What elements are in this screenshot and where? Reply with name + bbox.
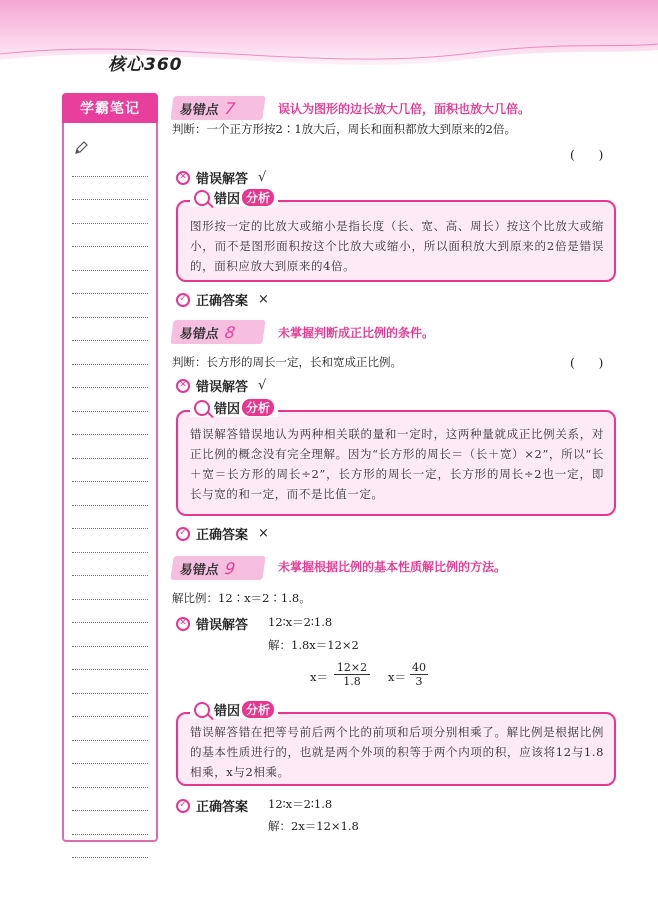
note-line — [72, 670, 148, 694]
note-line — [72, 365, 148, 389]
wrong-answer-row — [176, 614, 248, 633]
fraction-numerator: 12×2 — [336, 661, 368, 674]
correct-answer-row — [176, 796, 248, 815]
wrong-answer-label: 错误解答 — [196, 380, 249, 395]
correct-answer-value: × — [258, 526, 269, 541]
fraction-numerator: 40 — [412, 661, 426, 674]
note-line — [72, 341, 148, 365]
magnifier-icon — [194, 702, 210, 718]
wrong-x-icon: ✕ — [176, 379, 190, 393]
note-line — [72, 388, 148, 412]
correct-answer-row — [176, 290, 269, 309]
section-topic: 未掌握判断成正比例的条件。 — [278, 326, 435, 340]
magnifier-icon — [194, 400, 210, 416]
correct-answer-label: 正确答案 — [196, 294, 249, 309]
wrong-x-icon: ✕ — [176, 171, 190, 185]
problem-text: 解比例：12∶x＝2∶1.8。 — [172, 591, 311, 605]
wrong-fraction-1 — [334, 661, 370, 688]
wrong-step-1: 12∶x＝2∶1.8 — [268, 615, 333, 629]
note-line — [72, 271, 148, 295]
error-point-tag — [170, 556, 265, 580]
analysis-title-badge: 分析 — [242, 189, 274, 206]
note-line — [72, 482, 148, 506]
note-line — [72, 811, 148, 835]
correct-answer-row — [176, 524, 269, 543]
correct-answer-label: 正确答案 — [196, 800, 249, 815]
error-point-tag — [170, 320, 265, 344]
fraction-denominator: 1.8 — [334, 674, 370, 688]
tag-label: 易错点 — [178, 326, 220, 342]
correct-step-2: 解：2x＝12×1.8 — [268, 819, 359, 833]
analysis-box — [176, 712, 616, 786]
note-line — [72, 153, 148, 177]
answer-parentheses: ( ) — [570, 356, 604, 370]
correct-step-1: 12∶x＝2∶1.8 — [268, 797, 333, 811]
correct-check-icon: ✓ — [176, 527, 190, 541]
analysis-title-label: 错因 — [214, 704, 241, 719]
note-line — [72, 294, 148, 318]
answer-parentheses: ( ) — [570, 148, 604, 162]
correct-answer-value: × — [258, 292, 269, 307]
tag-number: 9 — [223, 558, 237, 578]
note-line — [72, 694, 148, 718]
sidebar-title: 学霸笔记 — [62, 93, 158, 123]
note-line — [72, 318, 148, 342]
note-line — [72, 247, 148, 271]
brand-logo: 核心360 — [108, 55, 183, 75]
wrong-answer-label: 错误解答 — [196, 172, 249, 187]
error-point-tag — [170, 96, 265, 120]
note-line — [72, 224, 148, 248]
note-line — [72, 435, 148, 459]
section-topic: 误认为图形的边长放大几倍，面积也放大几倍。 — [278, 102, 531, 116]
analysis-text: 图形按一定的比放大或缩小是指长度（长、宽、高、周长）按这个比放大或缩小，而不是图形面积按这个比放大或缩小，所以面积放大到原来的2倍是错误的，面积应放大到原来的4倍。 — [190, 219, 604, 273]
note-line — [72, 600, 148, 624]
note-line — [72, 623, 148, 647]
tag-label: 易错点 — [178, 562, 220, 578]
analysis-title — [190, 188, 278, 207]
note-line — [72, 553, 148, 577]
note-line — [72, 717, 148, 741]
wrong-x-icon: ✕ — [176, 617, 190, 631]
note-line — [72, 741, 148, 765]
wrong-answer-label: 错误解答 — [196, 618, 249, 633]
analysis-title-badge: 分析 — [242, 399, 274, 416]
tag-label: 易错点 — [178, 102, 220, 118]
note-line — [72, 506, 148, 530]
wrong-answer-value: √ — [258, 170, 267, 185]
tag-number: 7 — [223, 98, 237, 118]
analysis-title — [190, 700, 278, 719]
section-topic: 未掌握根据比例的基本性质解比例的方法。 — [278, 560, 507, 574]
correct-answer-label: 正确答案 — [196, 528, 249, 543]
wrong-frac-lead-1: x＝ — [310, 670, 328, 684]
analysis-text: 错误解答错误地认为两种相关联的量和一定时，这两种量就成正比例关系，对正比例的概念没有完全理解。因为“长方形的周长＝（长＋宽）×2”，所以“长＋宽＝长方形的周长÷2”，长方形的周长一定，长方形的周长÷2也一定，即长与宽的和一定，而不是比值一定。 — [190, 427, 604, 501]
problem-text: 判断：一个正方形按2∶1放大后，周长和面积都放大到原来的2倍。 — [172, 122, 516, 136]
analysis-title-badge: 分析 — [242, 701, 274, 718]
note-line — [72, 412, 148, 436]
correct-check-icon: ✓ — [176, 293, 190, 307]
wrong-answer-row — [176, 376, 266, 395]
analysis-title-label: 错因 — [214, 402, 241, 417]
header-banner — [0, 0, 658, 75]
analysis-box — [176, 200, 616, 282]
notes-sidebar — [62, 93, 158, 842]
magnifier-icon — [194, 190, 210, 206]
wrong-step-2: 解：1.8x＝12×2 — [268, 638, 359, 652]
note-line — [72, 835, 148, 859]
analysis-box — [176, 410, 616, 516]
note-line — [72, 459, 148, 483]
banner-wave-decoration — [0, 40, 658, 80]
wrong-fraction-2 — [410, 661, 428, 688]
note-line — [72, 177, 148, 201]
analysis-title-label: 错因 — [214, 192, 241, 207]
note-line — [72, 200, 148, 224]
problem-text: 判断：长方形的周长一定，长和宽成正比例。 — [172, 355, 402, 369]
analysis-title — [190, 398, 278, 417]
note-line — [72, 529, 148, 553]
fraction-denominator: 3 — [410, 674, 428, 688]
wrong-answer-row — [176, 168, 266, 187]
wrong-frac-lead-2: x＝ — [388, 670, 406, 684]
tag-number: 8 — [223, 322, 237, 342]
analysis-text: 错误解答错在把等号前后两个比的前项和后项分别相乘了。解比例是根据比例的基本性质进行的，也就是两个外项的积等于两个内项的积，应该将12与1.8相乘，x与2相乘。 — [190, 725, 604, 779]
note-line — [72, 647, 148, 671]
note-line — [72, 788, 148, 812]
note-line — [72, 764, 148, 788]
wrong-answer-value: √ — [258, 378, 267, 393]
note-lines — [72, 153, 148, 858]
note-line — [72, 576, 148, 600]
correct-check-icon: ✓ — [176, 799, 190, 813]
